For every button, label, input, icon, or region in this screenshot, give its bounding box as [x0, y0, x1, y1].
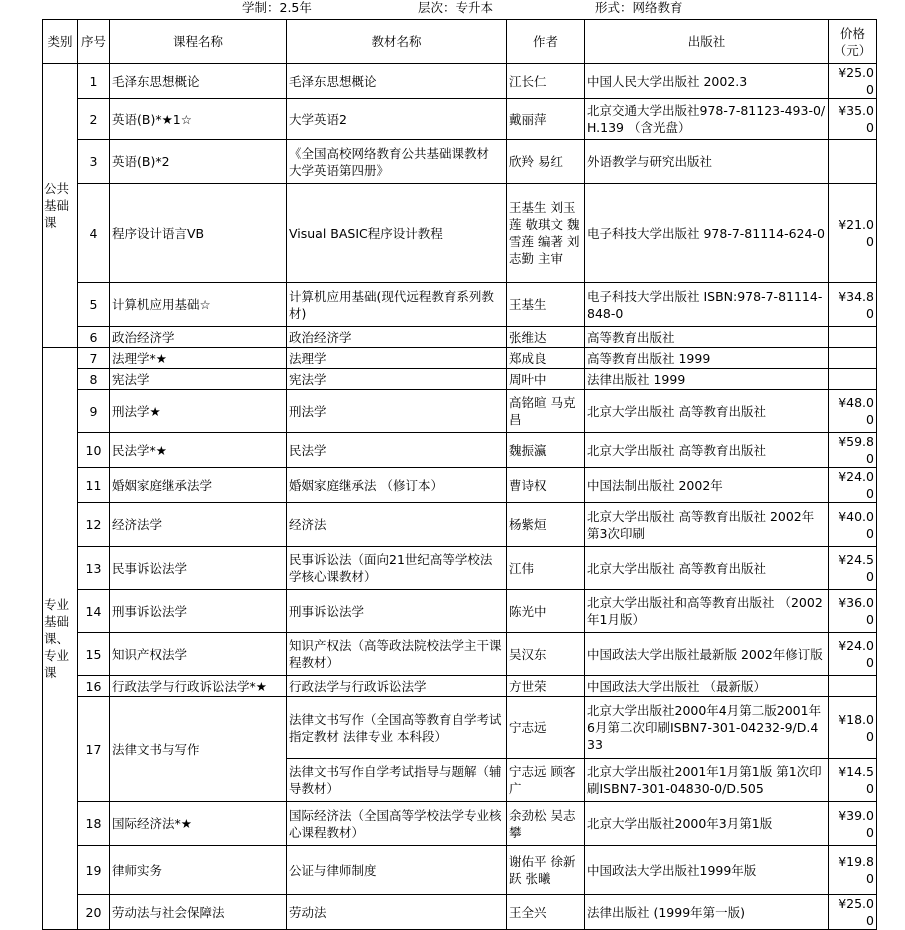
row-no: 8 [78, 369, 110, 390]
row-price: ¥21.00 [829, 184, 877, 283]
row-author: 曹诗权 [507, 468, 585, 503]
row-course: 刑法学★ [110, 390, 287, 433]
row-no: 4 [78, 184, 110, 283]
row-price: ¥39.00 [829, 802, 877, 846]
row-book: 行政法学与行政诉讼法学 [287, 676, 507, 697]
row-course: 民事诉讼法学 [110, 547, 287, 590]
row-publisher: 中国政法大学出版社 （最新版） [585, 676, 829, 697]
row-author: 王基生 刘玉莲 敬琪文 魏雪莲 编著 刘志勤 主审 [507, 184, 585, 283]
col-author: 作者 [507, 20, 585, 64]
row-course: 程序设计语言VB [110, 184, 287, 283]
table-row [43, 468, 877, 503]
row-price [829, 327, 877, 348]
row-course: 民法学*★ [110, 433, 287, 468]
table-row [43, 433, 877, 468]
table-row [43, 369, 877, 390]
table-row [43, 327, 877, 348]
row-course: 刑事诉讼法学 [110, 590, 287, 633]
row-course: 英语(B)*★1☆ [110, 99, 287, 140]
row-price [829, 140, 877, 184]
col-no: 序号 [78, 20, 110, 64]
row-book: 法理学 [287, 348, 507, 369]
category-public: 公共基础课 [43, 64, 78, 348]
row-book: 国际经济法（全国高等学校法学专业核心课程教材） [287, 802, 507, 846]
page-header [0, 0, 905, 16]
col-publisher: 出版社 [585, 20, 829, 64]
row-course: 律师实务 [110, 846, 287, 895]
row-author: 杨紫烜 [507, 503, 585, 547]
row-book: 法律文书写作（全国高等教育自学考试指定教材 法律专业 本科段） [287, 697, 507, 759]
row-book: Visual BASIC程序设计教程 [287, 184, 507, 283]
row-publisher: 北京大学出版社2000年3月第1版 [585, 802, 829, 846]
table-row [43, 390, 877, 433]
row-course: 毛泽东思想概论 [110, 64, 287, 99]
level-label: 层次：专升本 [418, 0, 494, 15]
row-publisher: 外语教学与研究出版社 [585, 140, 829, 184]
row-no: 11 [78, 468, 110, 503]
table-row [43, 503, 877, 547]
row-publisher: 电子科技大学出版社 ISBN:978-7-81114-848-0 [585, 283, 829, 327]
row-course: 行政法学与行政诉讼法学*★ [110, 676, 287, 697]
form-label: 形式：网络教育 [595, 0, 683, 15]
row-author: 谢佑平 徐新跃 张曦 [507, 846, 585, 895]
row-price: ¥36.00 [829, 590, 877, 633]
row-publisher: 中国人民大学出版社 2002.3 [585, 64, 829, 99]
row-price [829, 348, 877, 369]
row-price: ¥24.00 [829, 633, 877, 676]
table-row [43, 99, 877, 140]
row-author: 余劲松 吴志攀 [507, 802, 585, 846]
row-no: 12 [78, 503, 110, 547]
row-price: ¥59.80 [829, 433, 877, 468]
row-book: 公证与律师制度 [287, 846, 507, 895]
row-no: 6 [78, 327, 110, 348]
row-price: ¥34.80 [829, 283, 877, 327]
row-no: 20 [78, 895, 110, 930]
row-course: 计算机应用基础☆ [110, 283, 287, 327]
row-publisher: 北京大学出版社和高等教育出版社 （2002年1月版） [585, 590, 829, 633]
row-no: 19 [78, 846, 110, 895]
textbook-table [42, 19, 877, 930]
row-price [829, 369, 877, 390]
table-row [43, 697, 877, 759]
row-no: 10 [78, 433, 110, 468]
row-book: 大学英语2 [287, 99, 507, 140]
table-row [43, 590, 877, 633]
row-publisher: 高等教育出版社 [585, 327, 829, 348]
category-major: 专业基础课、专业课 [43, 348, 78, 930]
row-course: 经济法学 [110, 503, 287, 547]
row-price: ¥19.80 [829, 846, 877, 895]
row-author: 魏振瀛 [507, 433, 585, 468]
row-author: 陈光中 [507, 590, 585, 633]
row-course: 国际经济法*★ [110, 802, 287, 846]
row-no: 5 [78, 283, 110, 327]
row-no: 1 [78, 64, 110, 99]
row-price: ¥18.00 [829, 697, 877, 759]
row-publisher: 北京交通大学出版社978-7-81123-493-0/H.139 （含光盘） [585, 99, 829, 140]
header-row [43, 20, 877, 64]
row-price: ¥48.00 [829, 390, 877, 433]
row-author: 郑成良 [507, 348, 585, 369]
table-row [43, 348, 877, 369]
row-publisher: 北京大学出版社 高等教育出版社 [585, 390, 829, 433]
col-category: 类别 [43, 20, 78, 64]
row-no: 2 [78, 99, 110, 140]
row-author: 江长仁 [507, 64, 585, 99]
row-book: 宪法学 [287, 369, 507, 390]
row-author: 宁志远 顾客广 [507, 759, 585, 802]
row-price: ¥25.00 [829, 64, 877, 99]
row-publisher: 高等教育出版社 1999 [585, 348, 829, 369]
row-publisher: 北京大学出版社 高等教育出版社 [585, 547, 829, 590]
row-no: 18 [78, 802, 110, 846]
row-price: ¥40.00 [829, 503, 877, 547]
row-price: ¥24.00 [829, 468, 877, 503]
row-course: 知识产权法学 [110, 633, 287, 676]
row-price: ¥25.00 [829, 895, 877, 930]
row-price: ¥14.50 [829, 759, 877, 802]
row-course: 英语(B)*2 [110, 140, 287, 184]
row-author: 戴丽萍 [507, 99, 585, 140]
table-row [43, 676, 877, 697]
row-publisher: 北京大学出版社 高等教育出版社 2002年第3次印刷 [585, 503, 829, 547]
row-book: 计算机应用基础(现代远程教育系列教材) [287, 283, 507, 327]
row-book: 刑法学 [287, 390, 507, 433]
row-no: 14 [78, 590, 110, 633]
row-publisher: 法律出版社 (1999年第一版) [585, 895, 829, 930]
row-publisher: 中国政法大学出版社最新版 2002年修订版 [585, 633, 829, 676]
col-course: 课程名称 [110, 20, 287, 64]
row-author: 高铭暄 马克昌 [507, 390, 585, 433]
row-author: 王基生 [507, 283, 585, 327]
row-author: 张维达 [507, 327, 585, 348]
row-course: 政治经济学 [110, 327, 287, 348]
row-course: 宪法学 [110, 369, 287, 390]
table-row [43, 283, 877, 327]
row-no: 15 [78, 633, 110, 676]
row-author: 吴汉东 [507, 633, 585, 676]
row-publisher: 中国政法大学出版社1999年版 [585, 846, 829, 895]
row-book: 婚姻家庭继承法 （修订本） [287, 468, 507, 503]
row-author: 王全兴 [507, 895, 585, 930]
row-book: 劳动法 [287, 895, 507, 930]
row-course: 法理学*★ [110, 348, 287, 369]
row-no: 9 [78, 390, 110, 433]
row-book: 民法学 [287, 433, 507, 468]
row-book: 民事诉讼法（面向21世纪高等学校法学核心课教材） [287, 547, 507, 590]
table-row [43, 802, 877, 846]
table-row [43, 184, 877, 283]
row-book: 法律文书写作自学考试指导与题解（辅导教材） [287, 759, 507, 802]
row-publisher: 北京大学出版社2001年1月第1版 第1次印刷ISBN7-301-04830-0/D.505 [585, 759, 829, 802]
row-book: 知识产权法（高等政法院校法学主干课程教材） [287, 633, 507, 676]
row-book: 毛泽东思想概论 [287, 64, 507, 99]
row-publisher: 法律出版社 1999 [585, 369, 829, 390]
col-price: 价格（元） [829, 20, 877, 64]
row-course: 婚姻家庭继承法学 [110, 468, 287, 503]
row-publisher: 电子科技大学出版社 978-7-81114-624-0 [585, 184, 829, 283]
row-author: 周叶中 [507, 369, 585, 390]
row-author: 江伟 [507, 547, 585, 590]
col-book: 教材名称 [287, 20, 507, 64]
row-author: 方世荣 [507, 676, 585, 697]
row-no: 16 [78, 676, 110, 697]
row-no: 17 [78, 697, 110, 802]
row-book: 刑事诉讼法学 [287, 590, 507, 633]
table-row [43, 547, 877, 590]
row-book: 经济法 [287, 503, 507, 547]
row-book: 政治经济学 [287, 327, 507, 348]
row-author: 欣羚 易红 [507, 140, 585, 184]
row-no: 7 [78, 348, 110, 369]
row-book: 《全国高校网络教育公共基础课教材 大学英语第四册》 [287, 140, 507, 184]
duration-label: 学制：2.5年 [242, 0, 312, 15]
row-no: 3 [78, 140, 110, 184]
table-row [43, 846, 877, 895]
row-price [829, 676, 877, 697]
table-row [43, 140, 877, 184]
row-publisher: 中国法制出版社 2002年 [585, 468, 829, 503]
row-price: ¥24.50 [829, 547, 877, 590]
row-author: 宁志远 [507, 697, 585, 759]
table-row [43, 64, 877, 99]
row-price: ¥35.00 [829, 99, 877, 140]
row-no: 13 [78, 547, 110, 590]
row-publisher: 北京大学出版社 高等教育出版社 [585, 433, 829, 468]
row-course: 劳动法与社会保障法 [110, 895, 287, 930]
row-publisher: 北京大学出版社2000年4月第二版2001年6月第二次印刷ISBN7-301-04232-9/D.433 [585, 697, 829, 759]
row-course: 法律文书与写作 [110, 697, 287, 802]
table-row [43, 633, 877, 676]
